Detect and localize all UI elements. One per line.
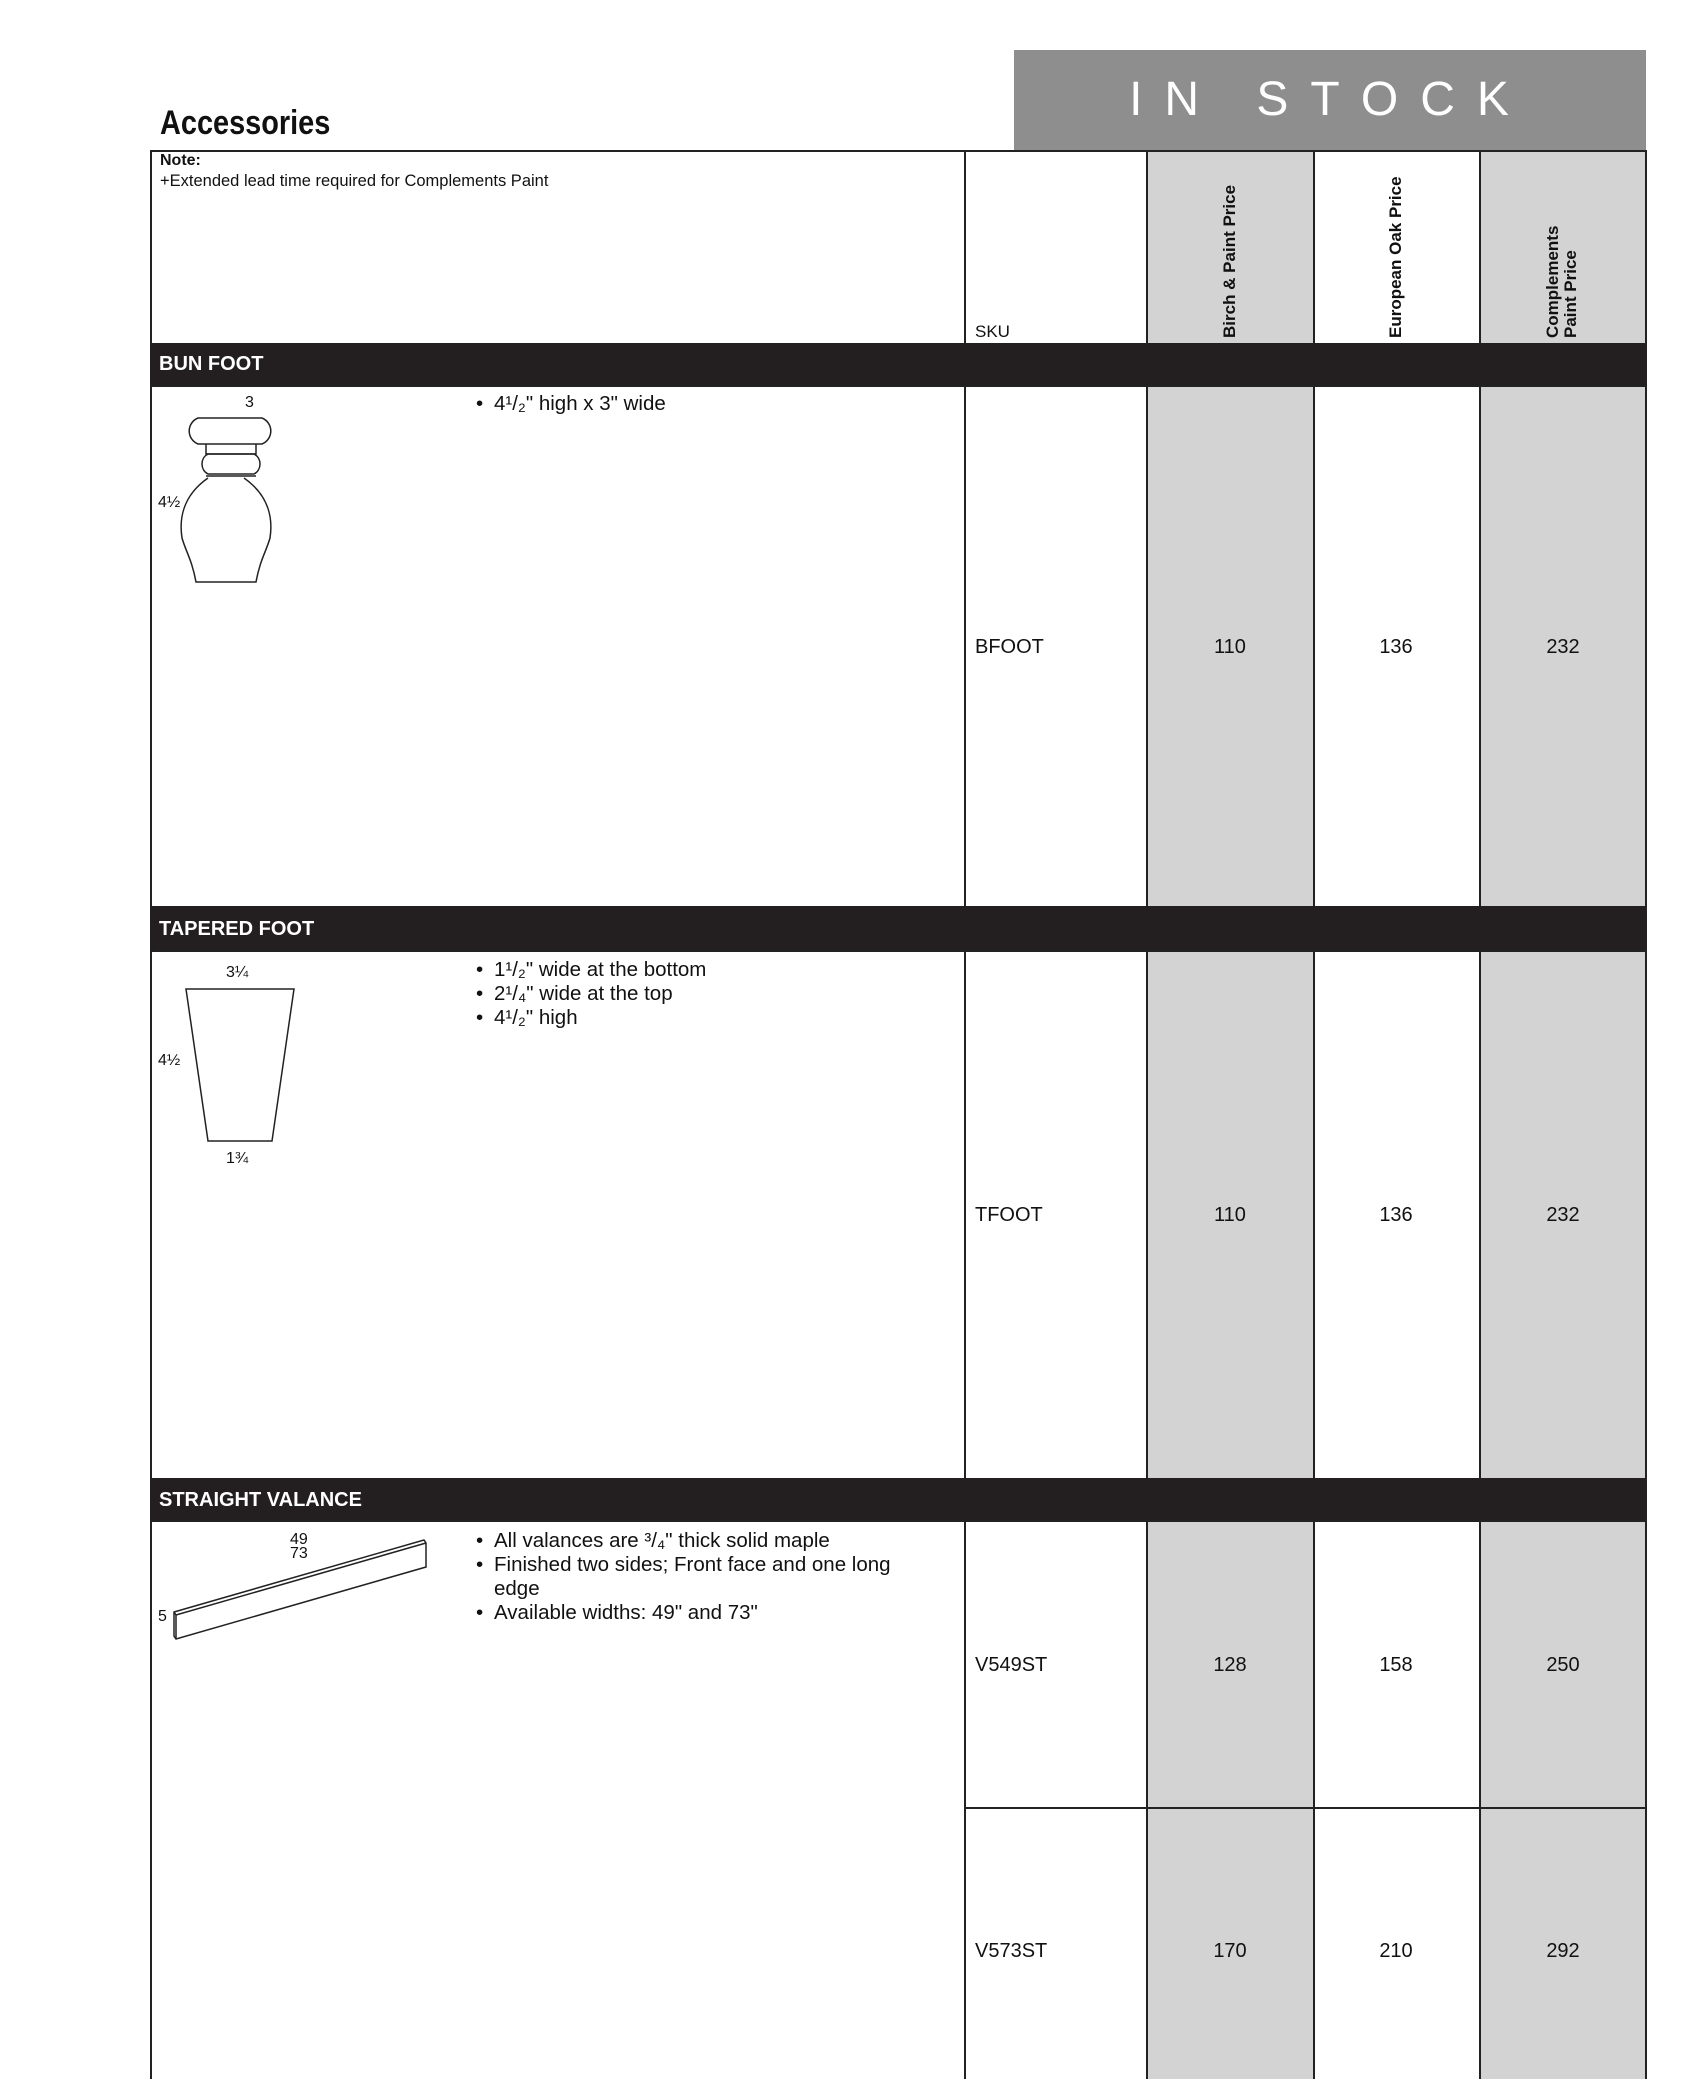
- complements-price-header-line2: Paint Price: [1561, 250, 1580, 338]
- valance-row-divider: [964, 1807, 1646, 1809]
- oak-price-cell: 210: [1379, 1940, 1413, 1962]
- complements-price-cell: 292: [1546, 1940, 1580, 1962]
- section-title: STRAIGHT VALANCE: [159, 1489, 362, 1511]
- birch-price-cell: 110: [1214, 636, 1246, 658]
- section-header-bun-foot: [150, 343, 1646, 385]
- page-title: Accessories: [160, 104, 331, 142]
- bun-foot-side-dimension: 4½: [158, 494, 181, 511]
- sku-column-divider: [964, 150, 966, 2079]
- valance-height-dimension: 5: [158, 1608, 167, 1625]
- bullet-item: • 4¹/₂" high x 3" wide: [476, 392, 946, 416]
- tapered-foot-side-dimension: 4½: [158, 1052, 181, 1069]
- tapered-foot-top-dimension: 3¼: [226, 964, 249, 981]
- sku-cell: TFOOT: [975, 1204, 1043, 1226]
- bun-foot-top-dimension: 3: [245, 394, 254, 411]
- straight-valance-description: [476, 1529, 916, 1625]
- oak-price-cell: 136: [1379, 1204, 1413, 1226]
- bullet-item: • All valances are ³/₄" thick solid maple: [476, 1529, 916, 1553]
- oak-price-header: European Oak Price: [1386, 176, 1405, 338]
- oak-price-cell: 158: [1379, 1654, 1413, 1676]
- bullet-item: • Available widths: 49" and 73": [476, 1601, 916, 1625]
- birch-price-header: Birch & Paint Price: [1220, 184, 1239, 338]
- section-header-tapered-foot: [150, 906, 1646, 950]
- bullet-item: • Finished two sides; Front face and one long edge: [476, 1553, 916, 1601]
- sku-cell: V549ST: [975, 1654, 1048, 1676]
- oak-price-cell: 136: [1379, 636, 1413, 658]
- section-divider: [150, 1520, 1646, 1522]
- tapered-foot-bottom-dimension: 1¾: [226, 1150, 249, 1167]
- bullet-item: • 1¹/₂" wide at the bottom: [476, 958, 946, 982]
- sku-cell: BFOOT: [975, 636, 1044, 658]
- section-divider: [150, 385, 1646, 387]
- table-top-border: [150, 150, 1646, 152]
- section-header-straight-valance: [150, 1478, 1646, 1520]
- complements-price-cell: 232: [1546, 1204, 1580, 1226]
- complements-price-header-line1: Complements: [1543, 225, 1562, 338]
- complements-price-cell: 250: [1546, 1654, 1580, 1676]
- birch-price-cell: 110: [1214, 1204, 1246, 1226]
- birch-column-divider: [1146, 150, 1148, 2079]
- banner-text: IN STOCK: [1129, 73, 1531, 126]
- complements-price-cell: 232: [1546, 636, 1580, 658]
- bullet-item: • 2¹/₄" wide at the top: [476, 982, 946, 1006]
- section-title: BUN FOOT: [159, 353, 264, 375]
- note-text: +Extended lead time required for Complements Paint: [160, 172, 549, 190]
- sku-cell: V573ST: [975, 1940, 1048, 1962]
- oak-column-divider: [1313, 150, 1315, 2079]
- section-divider: [150, 950, 1646, 952]
- complements-column-shade: [1481, 152, 1646, 2079]
- valance-width-dimensions: [290, 1533, 308, 1561]
- birch-column-shade: [1148, 152, 1314, 2079]
- birch-price-cell: 170: [1213, 1940, 1247, 1962]
- tapered-foot-description: [476, 958, 946, 1030]
- table-right-border: [1645, 150, 1647, 2079]
- section-title: TAPERED FOOT: [159, 918, 315, 940]
- birch-price-cell: 128: [1213, 1654, 1247, 1676]
- sku-column-header: SKU: [975, 322, 1010, 341]
- note-label: Note:: [160, 152, 201, 169]
- bun-foot-description: [476, 392, 946, 416]
- complements-column-divider: [1479, 150, 1481, 2079]
- in-stock-banner: [1014, 50, 1646, 150]
- valance-width-b: 73: [290, 1545, 308, 1562]
- bullet-item: • 4¹/₂" high: [476, 1006, 946, 1030]
- valance-width-a: 49: [290, 1531, 308, 1548]
